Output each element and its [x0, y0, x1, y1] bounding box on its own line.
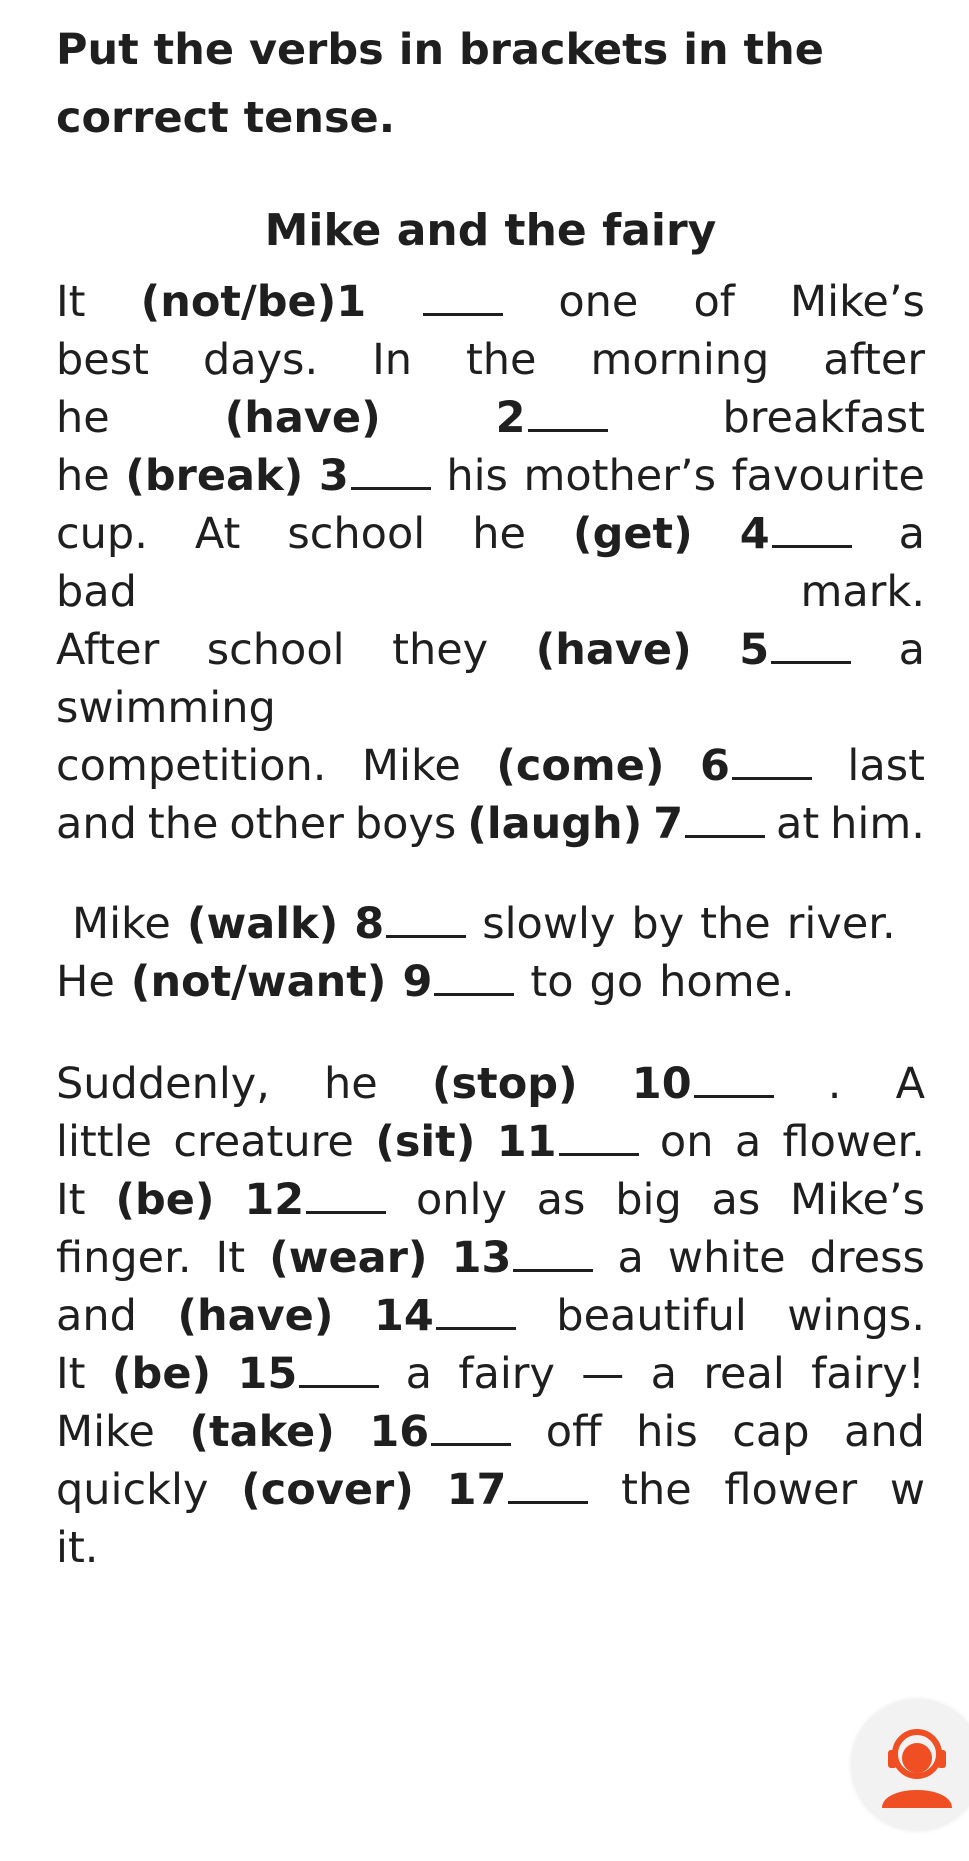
gap-number: 13 — [452, 1224, 594, 1292]
word: after — [823, 335, 925, 385]
gap-number: 3 — [319, 442, 431, 510]
word: favourite — [731, 451, 925, 501]
word: flower. — [782, 1117, 925, 1167]
word: he — [56, 393, 110, 443]
word: him. — [830, 799, 925, 849]
word: Mike’s — [790, 277, 925, 327]
word: A — [895, 1059, 925, 1109]
gap-number: 7 — [653, 790, 765, 858]
word: best — [56, 335, 150, 385]
answer-blank[interactable] — [431, 1443, 511, 1446]
word: they — [392, 625, 489, 675]
verb-prompt: (have) — [177, 1291, 334, 1341]
word: on — [659, 1117, 714, 1167]
word: the — [465, 335, 537, 385]
answer-blank[interactable] — [771, 661, 851, 664]
verb-prompt: (cover) — [241, 1465, 414, 1515]
gap-number: 9 — [402, 948, 514, 1016]
verb-prompt: (have) — [535, 625, 692, 675]
word: home. — [659, 957, 795, 1007]
gap-number: 17 — [447, 1456, 589, 1524]
word: It — [56, 1175, 86, 1225]
verb-prompt: (break) — [125, 451, 304, 501]
verb-prompt: (laugh) — [467, 799, 643, 849]
word: his — [446, 451, 508, 501]
word: creature — [173, 1117, 354, 1167]
word: morning — [590, 335, 770, 385]
word: competition. — [56, 741, 327, 791]
story-line — [56, 948, 925, 1016]
word: . — [827, 1059, 842, 1109]
word: It — [56, 1349, 86, 1399]
verb-prompt: (not/want) — [130, 957, 387, 1007]
word: little — [56, 1117, 153, 1167]
gap-number: 8 — [354, 890, 466, 958]
word: days. — [202, 335, 319, 385]
word: by — [631, 899, 685, 949]
word: swimming — [56, 683, 276, 733]
word: to — [530, 957, 574, 1007]
gap-number: 6 — [700, 732, 812, 800]
word: Mike’s — [790, 1175, 925, 1225]
word: the — [700, 899, 771, 949]
word: cup. — [56, 509, 148, 559]
answer-blank[interactable] — [772, 545, 852, 548]
word: off — [545, 1407, 602, 1457]
answer-blank[interactable] — [528, 429, 608, 432]
verb-prompt: (stop) — [431, 1059, 578, 1109]
word: of — [693, 277, 735, 327]
word: boys — [354, 799, 457, 849]
word: river. — [786, 899, 896, 949]
gap-number: 11 — [497, 1108, 639, 1176]
word: Mike — [56, 1407, 155, 1457]
answer-blank[interactable] — [306, 1211, 386, 1214]
word: beautiful — [556, 1291, 747, 1341]
gap-number: 4 — [740, 500, 852, 568]
word: He — [56, 957, 115, 1007]
instruction-heading: Put the verbs in brackets in the correct tense. — [56, 25, 824, 143]
word: a — [898, 625, 925, 675]
word: dress — [809, 1233, 925, 1283]
word: mother’s — [523, 451, 716, 501]
word: breakfast — [722, 393, 925, 443]
verb-prompt: (come) — [496, 741, 665, 791]
story-line — [56, 790, 925, 858]
word: mark. — [800, 567, 925, 617]
answer-blank[interactable] — [386, 935, 466, 938]
verb-prompt: (walk) — [186, 899, 339, 949]
word: and — [56, 799, 137, 849]
word: his — [636, 1407, 698, 1457]
word: and — [844, 1407, 925, 1457]
word: a — [650, 1349, 677, 1399]
answer-blank[interactable] — [436, 1327, 516, 1330]
answer-blank[interactable] — [351, 487, 431, 490]
word: a — [405, 1349, 433, 1399]
verb-prompt: (get) — [572, 509, 693, 559]
word: Mike — [361, 741, 461, 791]
word: a — [898, 509, 925, 559]
word: After — [56, 625, 160, 675]
word: as — [536, 1175, 586, 1225]
answer-blank[interactable] — [299, 1385, 379, 1388]
answer-blank[interactable] — [694, 1095, 774, 1098]
gap-number: 16 — [369, 1398, 511, 1466]
word: It — [215, 1233, 246, 1283]
word: white — [667, 1233, 786, 1283]
word: he — [56, 451, 110, 501]
word: slowly — [482, 899, 616, 949]
word: Mike — [72, 899, 171, 949]
verb-prompt: (wear) — [269, 1233, 428, 1283]
story-title: Mike and the fairy — [264, 205, 717, 256]
word: school — [206, 625, 345, 675]
word: wings. — [787, 1291, 925, 1341]
gap-number: 15 — [237, 1340, 379, 1408]
verb-prompt: (sit) — [375, 1117, 476, 1167]
verb-prompt: (take) — [189, 1407, 335, 1457]
word: he — [472, 509, 526, 559]
answer-blank[interactable] — [508, 1501, 588, 1504]
gap-number: 5 — [739, 616, 851, 684]
answer-blank[interactable] — [559, 1153, 639, 1156]
gap-number: 14 — [374, 1282, 516, 1350]
verb-prompt: (not/be)1 — [140, 277, 367, 327]
answer-blank[interactable] — [434, 993, 514, 996]
answer-blank[interactable] — [732, 777, 812, 780]
word: At — [194, 509, 241, 559]
word: other — [229, 799, 344, 849]
word: the — [147, 799, 219, 849]
support-chat-button[interactable] — [852, 1700, 969, 1830]
word: flower — [724, 1465, 858, 1515]
word: big — [615, 1175, 682, 1225]
word: fairy — [458, 1349, 555, 1399]
word: finger. — [56, 1233, 192, 1283]
word: w — [889, 1465, 925, 1515]
word: he — [324, 1059, 378, 1109]
word: fairy! — [811, 1349, 925, 1399]
word: — — [581, 1349, 625, 1399]
word: only — [415, 1175, 507, 1225]
word: last — [847, 741, 925, 791]
word: real — [703, 1349, 785, 1399]
answer-blank[interactable] — [513, 1269, 593, 1272]
word: it. — [56, 1523, 99, 1573]
word: a — [734, 1117, 762, 1167]
support-agent-icon — [874, 1720, 960, 1810]
word: a — [617, 1233, 644, 1283]
word: as — [711, 1175, 761, 1225]
verb-prompt: (be) — [115, 1175, 215, 1225]
word: at — [776, 799, 820, 849]
verb-prompt: (be) — [111, 1349, 212, 1399]
gap-number: 2 — [496, 384, 608, 452]
word: In — [372, 335, 412, 385]
word: Suddenly, — [56, 1059, 270, 1109]
word: and — [56, 1291, 137, 1341]
word: go — [589, 957, 644, 1007]
word: quickly — [56, 1465, 209, 1515]
word: It — [56, 277, 86, 327]
answer-blank[interactable] — [423, 313, 503, 316]
verb-prompt: (have) — [224, 393, 381, 443]
word: one — [558, 277, 639, 327]
word: bad — [56, 567, 137, 617]
word: the — [621, 1465, 692, 1515]
story-line — [56, 1514, 925, 1582]
gap-number: 10 — [632, 1050, 774, 1118]
word: cap — [732, 1407, 810, 1457]
answer-blank[interactable] — [685, 835, 765, 838]
gap-number: 12 — [244, 1166, 386, 1234]
word: school — [287, 509, 426, 559]
